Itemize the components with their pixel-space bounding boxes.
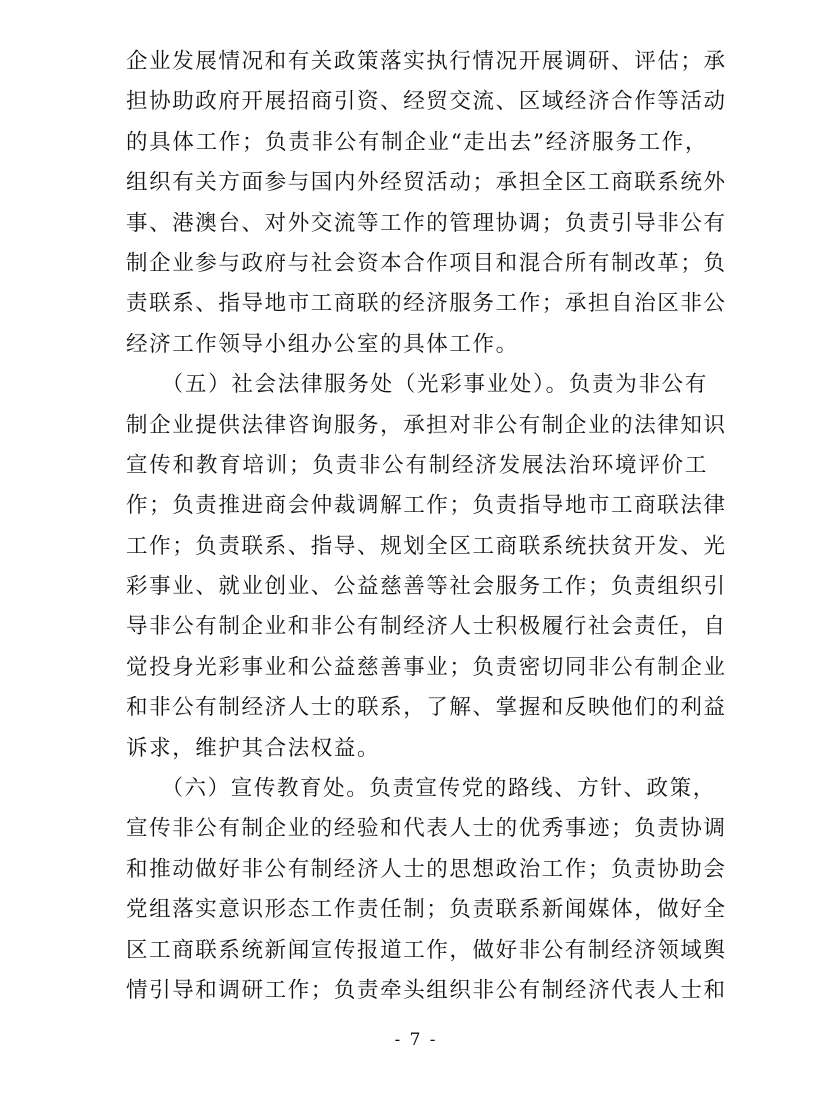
- text-line: 觉投身光彩事业和公益慈善事业；负责密切同非公有制企业: [126, 654, 727, 680]
- text-line: 企业发展情况和有关政策落实执行情况开展调研、评估；承: [126, 49, 727, 74]
- text-line: 制企业提供法律咨询服务，承担对非公有制企业的法律知识: [126, 412, 727, 438]
- body-text: [126, 42, 727, 1011]
- text-line: 和推动做好非公有制经济人士的思想政治工作；负责协助会: [126, 856, 727, 882]
- section-heading-line: （六）宣传教育处。负责宣传党的路线、方针、政策，: [126, 776, 716, 802]
- page-number: - 7 -: [394, 1030, 438, 1050]
- text-line: 组织有关方面参与国内外经贸活动；承担全区工商联系统外: [126, 170, 727, 196]
- text-line: 担协助政府开展招商引资、经贸交流、区域经济合作等活动: [126, 89, 727, 115]
- text-line: 党组落实意识形态工作责任制；负责联系新闻媒体，做好全: [126, 897, 727, 923]
- text-line: 的具体工作；负责非公有制企业“走出去”经济服务工作，: [126, 129, 708, 155]
- text-line: 情引导和调研工作；负责牵头组织非公有制经济代表人士和: [126, 977, 727, 1003]
- text-line: 区工商联系统新闻宣传报道工作，做好非公有制经济领域舆: [126, 937, 727, 963]
- section-heading-line: （五）社会法律服务处（光彩事业处）。负责为非公有: [126, 372, 708, 398]
- text-line: 责联系、指导地市工商联的经济服务工作；承担自治区非公: [126, 291, 727, 317]
- text-line: 宣传和教育培训；负责非公有制经济发展法治环境评价工: [126, 452, 708, 478]
- text-line: 导非公有制企业和非公有制经济人士积极履行社会责任，自: [126, 614, 727, 640]
- paragraph-end-line: 经济工作领导小组办公室的具体工作。: [126, 331, 519, 357]
- text-line: 作；负责推进商会仲裁调解工作；负责指导地市工商联法律: [126, 493, 727, 519]
- text-line: 事、港澳台、对外交流等工作的管理协调；负责引导非公有: [126, 210, 727, 236]
- paragraph-end-line: 诉求，维护其合法权益。: [126, 735, 381, 761]
- text-line: 和非公有制经济人士的联系，了解、掌握和反映他们的利益: [126, 695, 727, 721]
- text-line: 彩事业、就业创业、公益慈善等社会服务工作；负责组织引: [126, 574, 727, 600]
- text-line: 制企业参与政府与社会资本合作项目和混合所有制改革；负: [126, 250, 727, 276]
- text-line: 宣传非公有制企业的经验和代表人士的优秀事迹；负责协调: [126, 816, 727, 842]
- text-line: 工作；负责联系、指导、规划全区工商联系统扶贫开发、光: [126, 533, 727, 559]
